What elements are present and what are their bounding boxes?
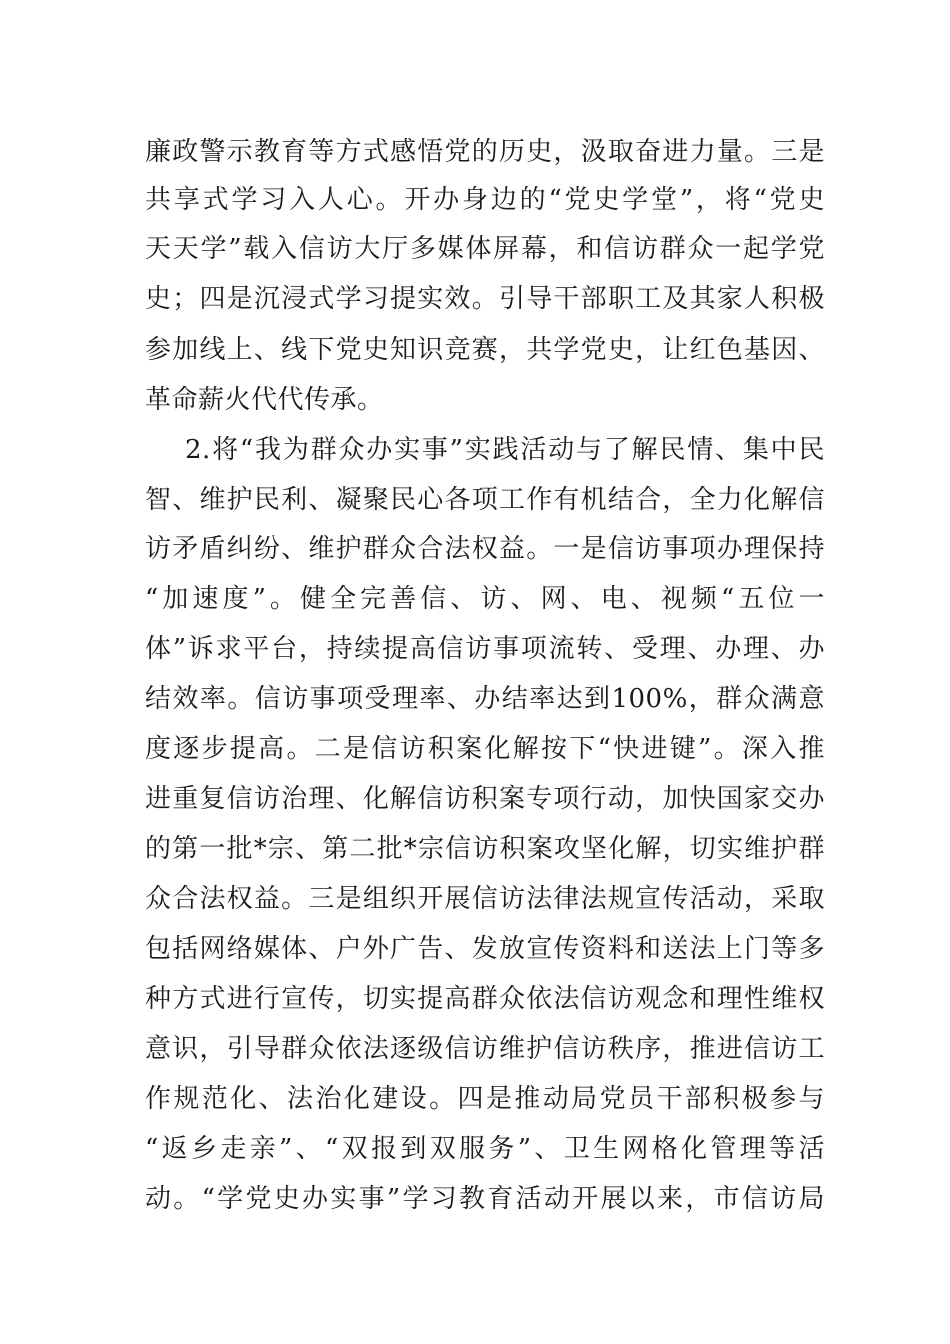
paragraph-2-line-10: 众合法权益。三是组织开展信访法律法规宣传活动，采取 [145,884,825,914]
paragraph-2-line-8: 进重复信访治理、化解信访积案专项行动，加快国家交办 [145,784,825,814]
paragraph-2-line-14: 作规范化、法治化建设。四是推动局党员干部积极参与 [145,1084,825,1114]
paragraph-1-line-4: 史；四是沉浸式学习提实效。引导干部职工及其家人积极 [145,284,825,314]
paragraph-1-line-3: 天天学”载入信访大厅多媒体屏幕，和信访群众一起学党 [145,234,825,264]
paragraph-2-line-2: 智、维护民利、凝聚民心各项工作有机结合，全力化解信 [145,485,825,515]
paragraph-1-line-1: 廉政警示教育等方式感悟党的历史，汲取奋进力量。三是 [145,137,825,167]
paragraph-2-line-9: 的第一批*宗、第二批*宗信访积案攻坚化解，切实维护群 [145,834,825,864]
paragraph-2-line-5: 体”诉求平台，持续提高信访事项流转、受理、办理、办 [145,634,825,664]
paragraph-2-line-6: 结效率。信访事项受理率、办结率达到100%，群众满意 [145,684,825,714]
paragraph-1-line-5: 参加线上、线下党史知识竞赛，共学党史，让红色基因、 [145,335,825,365]
paragraph-1-line-6: 革命薪火代代传承。 [145,385,384,415]
paragraph-2-line-7: 度逐步提高。二是信访积案化解按下“快进键”。深入推 [145,734,825,764]
paragraph-1-line-2: 共享式学习入人心。开办身边的“党史学堂”，将“党史 [145,185,825,215]
paragraph-2-line-16: 动。“学党史办实事”学习教育活动开展以来，市信访局 [145,1184,825,1214]
paragraph-2-line-4: “加速度”。健全完善信、访、网、电、视频“五位一 [145,584,825,614]
paragraph-2-line-1: 2.将“我为群众办实事”实践活动与了解民情、集中民 [185,435,825,465]
paragraph-2-line-11: 包括网络媒体、户外广告、发放宣传资料和送法上门等多 [145,934,825,964]
paragraph-2-line-12: 种方式进行宣传，切实提高群众依法信访观念和理性维权 [145,984,825,1014]
paragraph-2-line-15: “返乡走亲”、“双报到双服务”、卫生网格化管理等活 [145,1134,825,1164]
paragraph-2-line-3: 访矛盾纠纷、维护群众合法权益。一是信访事项办理保持 [145,534,825,564]
paragraph-2-line-13: 意识，引导群众依法逐级信访维护信访秩序，推进信访工 [145,1034,825,1064]
